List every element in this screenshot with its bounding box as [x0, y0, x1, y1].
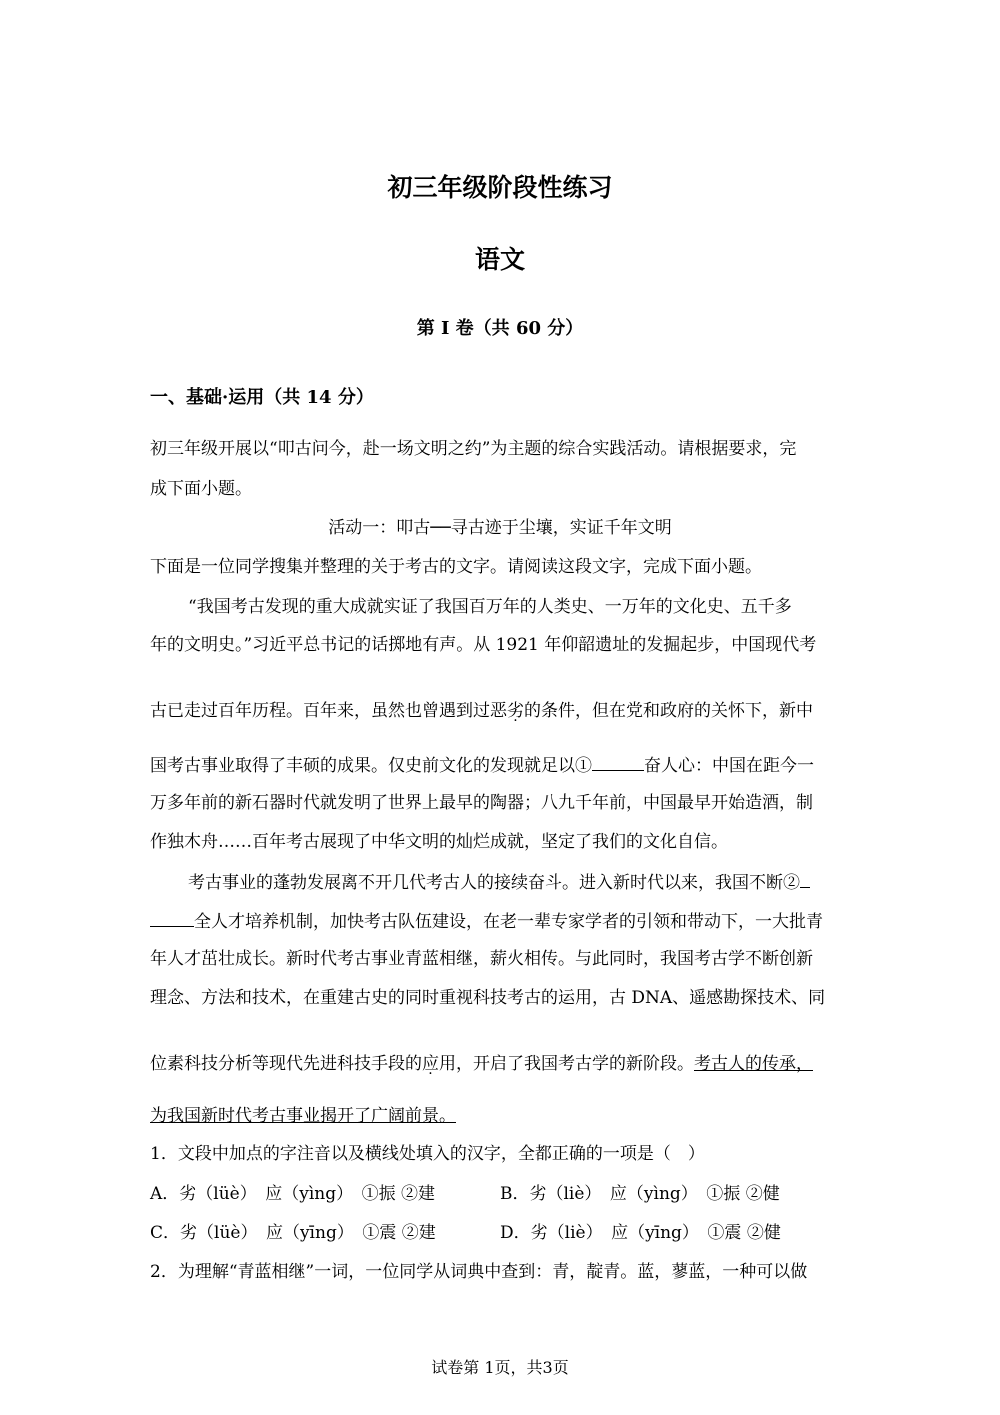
instruction-text: 下面是一位同学搜集并整理的关于考古的文字。请阅读这段文字，完成下面小题。 — [150, 557, 762, 577]
dotted-character: 应 — [422, 1054, 439, 1074]
underlined-sentence: 为我国新时代考古事业揭开了广阔前景。 — [150, 1106, 456, 1126]
exam-title: 初三年级阶段性练习 — [387, 173, 613, 202]
passage-text: 奋人心：中国在距今一 — [644, 756, 814, 776]
passage-line: 年的文明史。”习近平总书记的话掷地有声。从 1921 年仰韶遗址的发掘起步，中国现代考 — [150, 635, 817, 655]
fill-blank-2 — [800, 869, 810, 888]
question-2-stem: 2．为理解“青蓝相继”一词，一位同学从词典中查到：青，靛青。蓝，蓼蓝，一种可以做 — [150, 1262, 808, 1282]
intro-line-1: 初三年级开展以“叩古问今，赴一场文明之约”为主题的综合实践活动。请根据要求，完 — [150, 439, 797, 459]
passage-text: 用，开启了我国考古学的新阶段。 — [439, 1054, 694, 1074]
passage-text: 位素科技分析等现代先进科技手段的 — [150, 1054, 422, 1074]
question-1-option-a[interactable]: A．劣（lüè） 应（yìng） ①振 ②建 — [150, 1184, 435, 1204]
fill-blank-1 — [592, 752, 644, 771]
passage-text: 的条件，但在党和政府的关怀下，新中 — [524, 701, 813, 721]
passage-line: 年人才茁壮成长。新时代考古事业青蓝相继，薪火相传。与此同时，我国考古学不断创新 — [150, 949, 813, 969]
fill-blank-2-continued — [150, 908, 194, 927]
passage-line: 理念、方法和技术，在重建古史的同时重视科技考古的运用，古 DNA、遥感勘探技术、同 — [150, 988, 826, 1008]
passage-line — [150, 699, 850, 723]
intro-line-2: 成下面小题。 — [150, 479, 252, 499]
passage-line — [150, 752, 850, 778]
activity-heading: 活动一：叩古──寻古迹于尘壤，实证千年文明 — [328, 518, 672, 538]
passage-text: 全人才培养机制，加快考古队伍建设，在老一辈专家学者的引领和带动下，一大批青 — [194, 912, 823, 932]
subject-title: 语文 — [474, 245, 525, 274]
passage-text: 国考古事业取得了丰硕的成果。仅史前文化的发现就足以① — [150, 756, 592, 776]
volume-title: 第 I 卷（共 60 分） — [416, 318, 584, 339]
underlined-sentence: 考古人的传承， — [694, 1054, 813, 1074]
question-1-stem: 1．文段中加点的字注音以及横线处填入的汉字，全都正确的一项是（ ） — [150, 1144, 705, 1164]
question-1-option-c[interactable]: C．劣（lüè） 应（yīng） ①震 ②建 — [150, 1223, 436, 1243]
passage-text: 古已走过百年历程。百年来，虽然也曾遇到过恶 — [150, 701, 507, 721]
question-1-option-d[interactable]: D．劣（liè） 应（yīng） ①震 ②健 — [500, 1223, 781, 1243]
page-footer: 试卷第 1页，共3页 — [431, 1358, 569, 1377]
question-1-option-b[interactable]: B．劣（liè） 应（yìng） ①振 ②健 — [500, 1184, 780, 1204]
passage-text: 考古事业的蓬勃发展离不开几代考古人的接续奋斗。进入新时代以来，我国不断② — [188, 873, 800, 893]
passage-line: “我国考古发现的重大成就实证了我国百万年的人类史、一万年的文化史、五千多 — [188, 597, 792, 617]
passage-line — [150, 1052, 850, 1076]
passage-line — [188, 869, 888, 895]
passage-line: 万多年前的新石器时代就发明了世界上最早的陶器；八九千年前，中国最早开始造酒，制 — [150, 793, 813, 813]
passage-line — [150, 908, 850, 934]
passage-line — [150, 1104, 850, 1128]
passage-line: 作独木舟……百年考古展现了中华文明的灿烂成就，坚定了我们的文化自信。 — [150, 832, 728, 852]
dotted-character: 劣 — [507, 701, 524, 721]
section-heading: 一、基础·运用（共 14 分） — [150, 387, 374, 408]
